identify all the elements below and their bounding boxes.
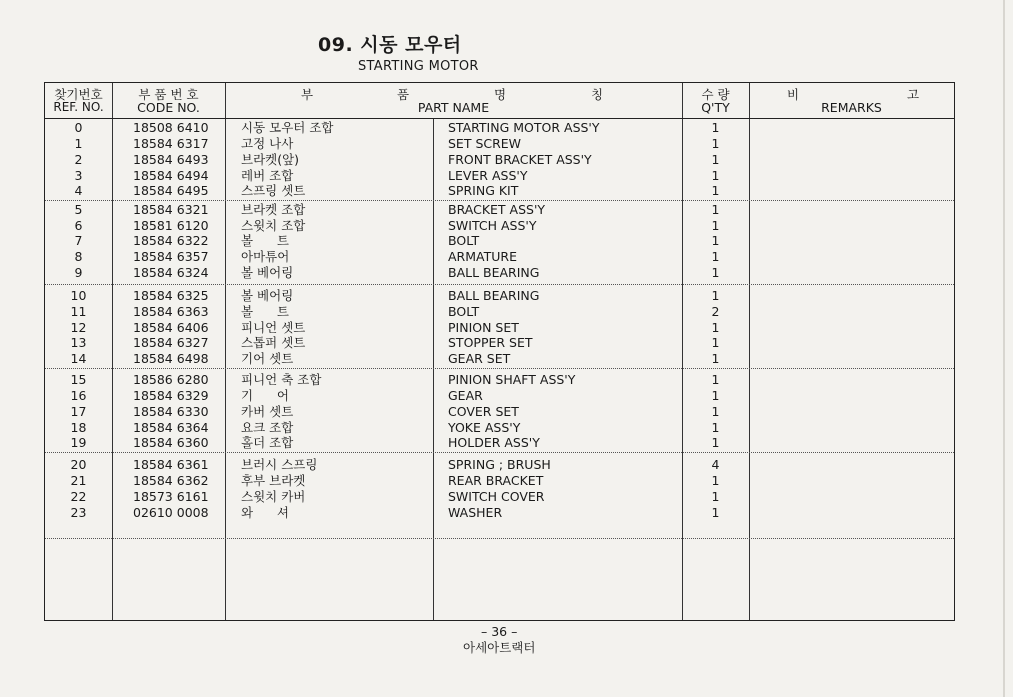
ref-number: 21: [70, 473, 87, 488]
code-number: 18586 6280: [133, 372, 209, 387]
quantity: 1: [711, 489, 720, 504]
part-name-english: STOPPER SET: [448, 335, 533, 350]
publisher-name: 아세아트랙터: [463, 640, 536, 655]
ref-number: 7: [74, 233, 83, 248]
quantity: 1: [711, 168, 720, 183]
code-number: 02610 0008: [133, 505, 209, 520]
part-name-korean: 시동 모우터 조합: [241, 120, 334, 135]
quantity: 1: [711, 265, 720, 280]
part-name-english: BOLT: [448, 233, 480, 248]
part-name-english: SWITCH ASS'Y: [448, 218, 537, 233]
ref-number: 8: [74, 249, 83, 264]
header-qty-korean: 수 량: [701, 87, 730, 102]
part-name-korean: 피니언 셋트: [241, 320, 306, 335]
quantity: 1: [711, 218, 720, 233]
ref-number: 13: [70, 335, 87, 350]
part-name-english: LEVER ASS'Y: [448, 168, 528, 183]
ref-number: 23: [70, 505, 87, 520]
page-title-english: STARTING MOTOR: [358, 59, 479, 74]
quantity: 4: [711, 457, 720, 472]
header-name-korean-2: 품: [397, 87, 410, 102]
part-name-english: SPRING KIT: [448, 183, 519, 198]
header-ref-korean: 찾기번호: [54, 87, 103, 102]
ref-number: 3: [74, 168, 83, 183]
quantity: 1: [711, 320, 720, 335]
part-name-korean: 아마튜어: [241, 249, 290, 264]
code-number: 18581 6120: [133, 218, 209, 233]
part-name-english: GEAR SET: [448, 351, 511, 366]
quantity: 1: [711, 233, 720, 248]
part-name-korean: 홀더 조합: [241, 435, 294, 450]
ref-number: 4: [74, 183, 83, 198]
quantity: 1: [711, 388, 720, 403]
part-name-korean: 스윗치 카버: [241, 489, 306, 504]
ref-number: 5: [74, 202, 83, 217]
quantity: 1: [711, 435, 720, 450]
part-name-english: BALL BEARING: [448, 265, 540, 280]
parts-table: [44, 82, 955, 621]
column-divider: [112, 83, 113, 620]
code-number: 18584 6329: [133, 388, 209, 403]
code-number: 18584 6360: [133, 435, 209, 450]
group-separator: [45, 200, 954, 201]
header-remarks-korean-1: 비: [787, 87, 800, 102]
ref-number: 17: [70, 404, 87, 419]
quantity: 1: [711, 473, 720, 488]
part-name-english: ARMATURE: [448, 249, 517, 264]
ref-number: 22: [70, 489, 87, 504]
ref-number: 11: [70, 304, 87, 319]
page-edge: [1003, 0, 1005, 697]
quantity: 1: [711, 505, 720, 520]
header-code-english: CODE NO.: [137, 100, 200, 115]
part-name-english: WASHER: [448, 505, 503, 520]
ref-number: 6: [74, 218, 83, 233]
ref-number: 18: [70, 420, 87, 435]
code-number: 18584 6317: [133, 136, 209, 151]
code-number: 18584 6494: [133, 168, 209, 183]
part-name-korean: 볼 베어링: [241, 265, 294, 280]
part-name-english: REAR BRACKET: [448, 473, 544, 488]
ref-number: 9: [74, 265, 83, 280]
quantity: 1: [711, 372, 720, 387]
part-name-english: YOKE ASS'Y: [448, 420, 521, 435]
quantity: 1: [711, 202, 720, 217]
part-name-english: BRACKET ASS'Y: [448, 202, 546, 217]
part-name-korean: 브러시 스프링: [241, 457, 318, 472]
header-code-korean: 부 품 번 호: [138, 87, 199, 102]
part-name-korean: 레버 조합: [241, 168, 294, 183]
part-name-english: FRONT BRACKET ASS'Y: [448, 152, 592, 167]
column-divider: [749, 83, 750, 620]
quantity: 1: [711, 183, 720, 198]
ref-number: 19: [70, 435, 87, 450]
part-name-korean: 기 어: [241, 388, 289, 403]
header-remarks-english: REMARKS: [821, 100, 882, 115]
part-name-korean: 피니언 축 조합: [241, 372, 322, 387]
part-name-english: GEAR: [448, 388, 483, 403]
part-name-english: STARTING MOTOR ASS'Y: [448, 120, 600, 135]
code-number: 18584 6324: [133, 265, 209, 280]
code-number: 18584 6493: [133, 152, 209, 167]
code-number: 18584 6498: [133, 351, 209, 366]
quantity: 1: [711, 120, 720, 135]
part-name-korean: 와 셔: [241, 505, 289, 520]
group-separator: [45, 284, 954, 285]
quantity: 1: [711, 420, 720, 435]
part-name-english: BOLT: [448, 304, 480, 319]
code-number: 18584 6322: [133, 233, 209, 248]
page-number: – 36 –: [481, 624, 518, 639]
header-qty-english: Q'TY: [701, 100, 730, 115]
quantity: 2: [711, 304, 720, 319]
group-separator: [45, 368, 954, 369]
ref-number: 1: [74, 136, 83, 151]
quantity: 1: [711, 152, 720, 167]
column-divider: [225, 83, 226, 620]
code-number: 18584 6361: [133, 457, 209, 472]
ref-number: 0: [74, 120, 83, 135]
code-number: 18584 6330: [133, 404, 209, 419]
part-name-korean: 볼 트: [241, 304, 289, 319]
part-name-english: SET SCREW: [448, 136, 522, 151]
code-number: 18573 6161: [133, 489, 209, 504]
code-number: 18584 6363: [133, 304, 209, 319]
quantity: 1: [711, 136, 720, 151]
code-number: 18508 6410: [133, 120, 209, 135]
code-number: 18584 6327: [133, 335, 209, 350]
header-name-english: PART NAME: [417, 100, 490, 115]
header-name-korean-1: 부: [301, 87, 314, 102]
part-name-english: HOLDER ASS'Y: [448, 435, 540, 450]
part-name-english: COVER SET: [448, 404, 519, 419]
part-name-english: PINION SET: [448, 320, 519, 335]
quantity: 1: [711, 335, 720, 350]
ref-number: 15: [70, 372, 87, 387]
code-number: 18584 6495: [133, 183, 209, 198]
part-name-korean: 스프링 셋트: [241, 183, 306, 198]
code-number: 18584 6364: [133, 420, 209, 435]
ref-number: 2: [74, 152, 83, 167]
header-name-korean-3: 명: [494, 87, 507, 102]
part-name-english: SPRING ; BRUSH: [448, 457, 551, 472]
part-name-korean: 고정 나사: [241, 136, 294, 151]
group-separator: [45, 452, 954, 453]
header-name-korean-4: 칭: [591, 87, 604, 102]
part-name-korean: 브라켓(앞): [241, 152, 300, 167]
group-separator: [45, 538, 954, 539]
page-title-korean: 09. 시동 모우터: [318, 34, 462, 56]
part-name-korean: 후부 브라켓: [241, 473, 306, 488]
part-name-korean: 기어 셋트: [241, 351, 294, 366]
ref-number: 14: [70, 351, 87, 366]
part-name-korean: 브라켓 조합: [241, 202, 306, 217]
part-name-korean: 볼 트: [241, 233, 289, 248]
part-name-korean: 볼 베어링: [241, 288, 294, 303]
code-number: 18584 6325: [133, 288, 209, 303]
header-separator: [45, 118, 954, 119]
header-remarks-korean-2: 고: [907, 87, 920, 102]
part-name-korean: 스톱퍼 셋트: [241, 335, 306, 350]
part-name-korean: 스윗치 조합: [241, 218, 306, 233]
part-name-korean: 카버 셋트: [241, 404, 294, 419]
quantity: 1: [711, 288, 720, 303]
ref-number: 16: [70, 388, 87, 403]
quantity: 1: [711, 249, 720, 264]
column-divider: [433, 118, 434, 620]
part-name-english: SWITCH COVER: [448, 489, 545, 504]
part-name-korean: 요크 조합: [241, 420, 294, 435]
quantity: 1: [711, 404, 720, 419]
code-number: 18584 6321: [133, 202, 209, 217]
code-number: 18584 6406: [133, 320, 209, 335]
part-name-english: BALL BEARING: [448, 288, 540, 303]
ref-number: 12: [70, 320, 87, 335]
code-number: 18584 6357: [133, 249, 209, 264]
ref-number: 20: [70, 457, 87, 472]
header-ref-english: REF. NO.: [53, 100, 104, 114]
quantity: 1: [711, 351, 720, 366]
part-name-english: PINION SHAFT ASS'Y: [448, 372, 576, 387]
code-number: 18584 6362: [133, 473, 209, 488]
ref-number: 10: [70, 288, 87, 303]
